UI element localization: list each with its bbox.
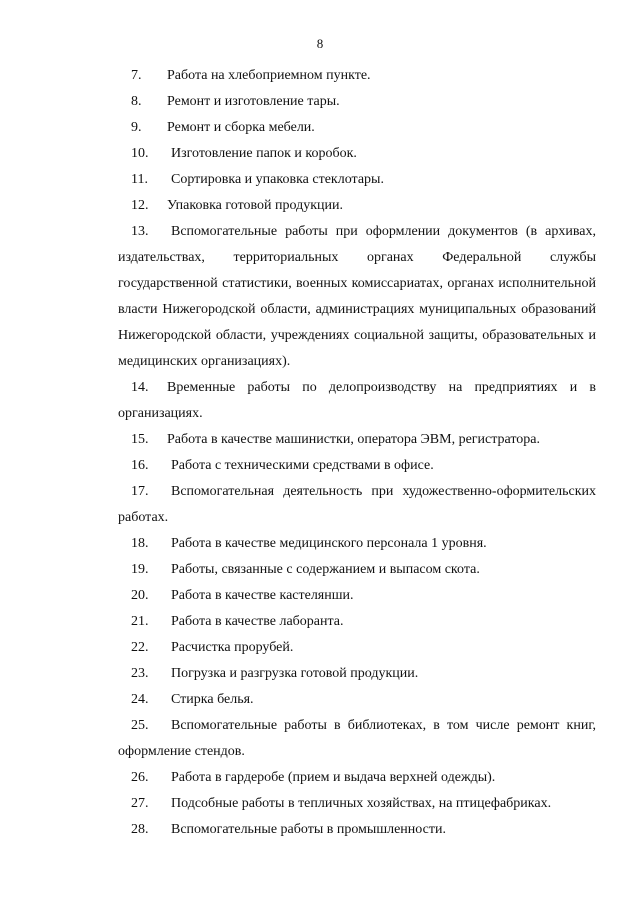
item-number: 12.	[131, 198, 149, 213]
list-item	[118, 167, 596, 193]
list-item	[118, 713, 596, 765]
item-text: Работа в качестве кастелянши.	[171, 588, 354, 603]
item-number: 28.	[131, 822, 149, 837]
item-text: Работа в качестве медицинского персонала 1 уровня.	[171, 536, 487, 551]
list-item	[118, 427, 596, 453]
item-number: 23.	[131, 666, 149, 681]
item-text: Расчистка прорубей.	[171, 640, 294, 655]
item-number: 8.	[131, 94, 142, 109]
item-number: 20.	[131, 588, 149, 603]
item-text: Подсобные работы в тепличных хозяйствах, на птицефабриках.	[171, 796, 552, 811]
item-number: 26.	[131, 770, 149, 785]
item-number: 13.	[131, 224, 149, 239]
item-text: Работа в гардеробе (прием и выдача верхней одежды).	[171, 770, 496, 785]
item-number: 18.	[131, 536, 149, 551]
item-text: Вспомогательные работы при оформлении документов (в архивах, издательствах, территориальных органах Федеральной службы государственной статистики, военных комиссариатах, органах исполнительной власти Нижегородской области, администрациях муниципальных образований Нижегородской области, учреждениях социальной защиты, образовательных и медицинских организациях).	[118, 224, 596, 369]
item-text: Ремонт и изготовление тары.	[167, 94, 340, 109]
list-item	[118, 791, 596, 817]
list-item	[118, 557, 596, 583]
list-item	[118, 219, 596, 375]
item-text: Вспомогательная деятельность при художественно-оформительских работах.	[118, 484, 596, 525]
list-item	[118, 661, 596, 687]
item-number: 7.	[131, 68, 142, 83]
item-text: Временные работы по делопроизводству на предприятиях и в организациях.	[118, 380, 596, 421]
item-number: 16.	[131, 458, 149, 473]
list-item	[118, 193, 596, 219]
item-text: Сортировка и упаковка стеклотары.	[171, 172, 384, 187]
item-text: Вспомогательные работы в библиотеках, в том числе ремонт книг, оформление стендов.	[118, 718, 596, 759]
list-item	[118, 583, 596, 609]
item-text: Изготовление папок и коробок.	[171, 146, 357, 161]
item-number: 14.	[131, 380, 149, 395]
item-text: Погрузка и разгрузка готовой продукции.	[171, 666, 419, 681]
item-number: 22.	[131, 640, 149, 655]
list-item	[118, 609, 596, 635]
list-item	[118, 115, 596, 141]
list-item	[118, 63, 596, 89]
item-text: Работа на хлебоприемном пункте.	[167, 68, 371, 83]
list-item	[118, 375, 596, 427]
item-number: 19.	[131, 562, 149, 577]
item-number: 10.	[131, 146, 149, 161]
job-list	[118, 63, 596, 843]
page-number: 8	[316, 36, 324, 51]
item-number: 15.	[131, 432, 149, 447]
item-text: Работа с техническими средствами в офисе.	[171, 458, 434, 473]
list-item	[118, 531, 596, 557]
item-text: Вспомогательные работы в промышленности.	[171, 822, 446, 837]
list-item	[118, 635, 596, 661]
item-number: 11.	[131, 172, 148, 187]
item-number: 21.	[131, 614, 149, 629]
list-item	[118, 141, 596, 167]
item-text: Работа в качестве машинистки, оператора ЭВМ, регистратора.	[167, 432, 541, 447]
list-item	[118, 479, 596, 531]
item-number: 17.	[131, 484, 149, 499]
item-text: Упаковка готовой продукции.	[167, 198, 344, 213]
item-text: Стирка белья.	[171, 692, 254, 707]
item-number: 9.	[131, 120, 142, 135]
list-item	[118, 453, 596, 479]
item-number: 25.	[131, 718, 149, 733]
list-item	[118, 817, 596, 843]
item-number: 24.	[131, 692, 149, 707]
list-item	[118, 765, 596, 791]
list-item	[118, 687, 596, 713]
item-text: Работа в качестве лаборанта.	[171, 614, 344, 629]
item-text: Ремонт и сборка мебели.	[167, 120, 315, 135]
item-number: 27.	[131, 796, 149, 811]
item-text: Работы, связанные с содержанием и выпасом скота.	[171, 562, 480, 577]
list-item	[118, 89, 596, 115]
